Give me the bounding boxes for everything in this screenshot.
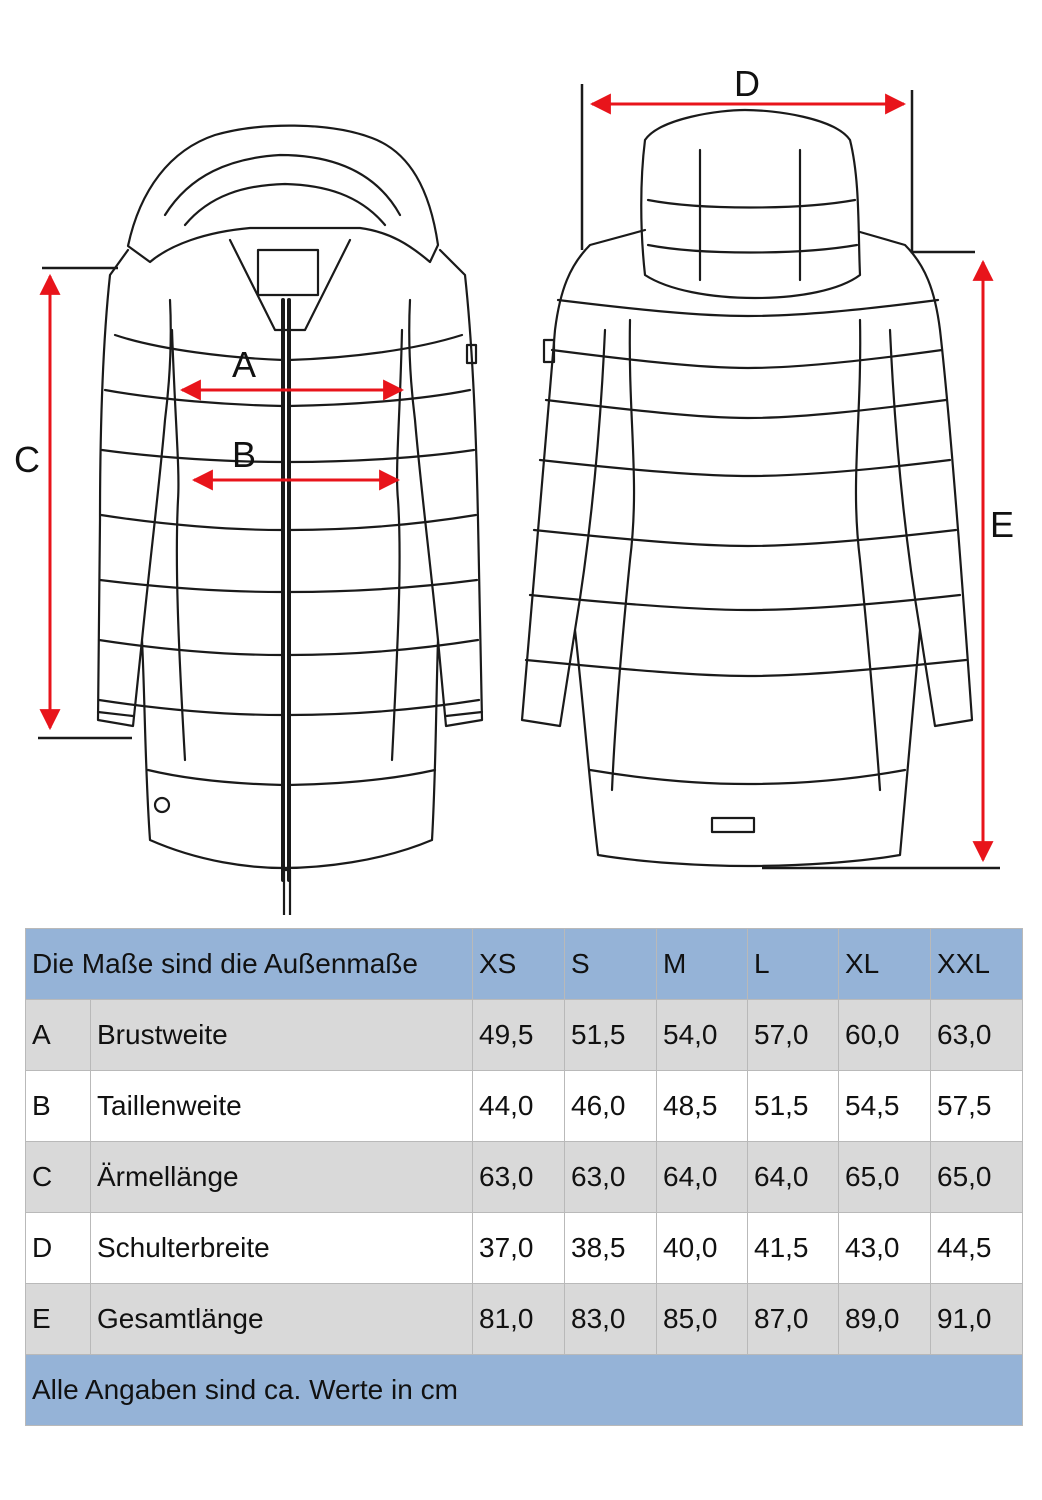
table-title: Die Maße sind die Außenmaße bbox=[26, 929, 473, 1000]
table-cell: 48,5 bbox=[657, 1071, 748, 1142]
size-table bbox=[25, 928, 1023, 1426]
table-cell: 54,5 bbox=[839, 1071, 931, 1142]
measure-arrows bbox=[50, 104, 983, 860]
row-name: Ärmellänge bbox=[91, 1142, 473, 1213]
table-row bbox=[26, 1284, 1023, 1355]
table-cell: 51,5 bbox=[748, 1071, 839, 1142]
table-cell: 81,0 bbox=[473, 1284, 565, 1355]
row-key: A bbox=[26, 1000, 91, 1071]
label-c: C bbox=[14, 439, 40, 480]
table-row bbox=[26, 1142, 1023, 1213]
table-cell: 63,0 bbox=[931, 1000, 1023, 1071]
size-header: XL bbox=[839, 929, 931, 1000]
table-header-row bbox=[26, 929, 1023, 1000]
table-cell: 43,0 bbox=[839, 1213, 931, 1284]
table-row bbox=[26, 1071, 1023, 1142]
table-cell: 46,0 bbox=[565, 1071, 657, 1142]
label-e: E bbox=[990, 504, 1015, 545]
table-cell: 57,0 bbox=[748, 1000, 839, 1071]
table-cell: 60,0 bbox=[839, 1000, 931, 1071]
row-name: Schulterbreite bbox=[91, 1213, 473, 1284]
table-cell: 64,0 bbox=[657, 1142, 748, 1213]
size-header: XXL bbox=[931, 929, 1023, 1000]
table-cell: 40,0 bbox=[657, 1213, 748, 1284]
label-b: B bbox=[232, 434, 257, 475]
row-key: C bbox=[26, 1142, 91, 1213]
table-cell: 83,0 bbox=[565, 1284, 657, 1355]
table-cell: 54,0 bbox=[657, 1000, 748, 1071]
table-cell: 91,0 bbox=[931, 1284, 1023, 1355]
jacket-back-drawing bbox=[522, 110, 972, 866]
table-cell: 57,5 bbox=[931, 1071, 1023, 1142]
table-cell: 37,0 bbox=[473, 1213, 565, 1284]
table-cell: 87,0 bbox=[748, 1284, 839, 1355]
table-cell: 63,0 bbox=[565, 1142, 657, 1213]
table-cell: 38,5 bbox=[565, 1213, 657, 1284]
size-header: M bbox=[657, 929, 748, 1000]
row-key: E bbox=[26, 1284, 91, 1355]
table-cell: 41,5 bbox=[748, 1213, 839, 1284]
size-header: L bbox=[748, 929, 839, 1000]
table-row bbox=[26, 1000, 1023, 1071]
table-cell: 65,0 bbox=[839, 1142, 931, 1213]
label-d: D bbox=[734, 63, 760, 104]
table-cell: 89,0 bbox=[839, 1284, 931, 1355]
table-cell: 85,0 bbox=[657, 1284, 748, 1355]
row-name: Taillenweite bbox=[91, 1071, 473, 1142]
table-row bbox=[26, 1213, 1023, 1284]
row-key: D bbox=[26, 1213, 91, 1284]
table-cell: 44,5 bbox=[931, 1213, 1023, 1284]
table-cell: 65,0 bbox=[931, 1142, 1023, 1213]
table-cell: 51,5 bbox=[565, 1000, 657, 1071]
jacket-front-drawing bbox=[98, 126, 482, 915]
table-cell: 63,0 bbox=[473, 1142, 565, 1213]
table-footer-row bbox=[26, 1355, 1023, 1426]
label-a: A bbox=[232, 344, 257, 385]
row-name: Gesamtlänge bbox=[91, 1284, 473, 1355]
table-cell: 64,0 bbox=[748, 1142, 839, 1213]
table-cell: 44,0 bbox=[473, 1071, 565, 1142]
size-header: S bbox=[565, 929, 657, 1000]
size-header: XS bbox=[473, 929, 565, 1000]
table-cell: 49,5 bbox=[473, 1000, 565, 1071]
row-key: B bbox=[26, 1071, 91, 1142]
row-name: Brustweite bbox=[91, 1000, 473, 1071]
table-footer-note: Alle Angaben sind ca. Werte in cm bbox=[26, 1355, 1023, 1426]
